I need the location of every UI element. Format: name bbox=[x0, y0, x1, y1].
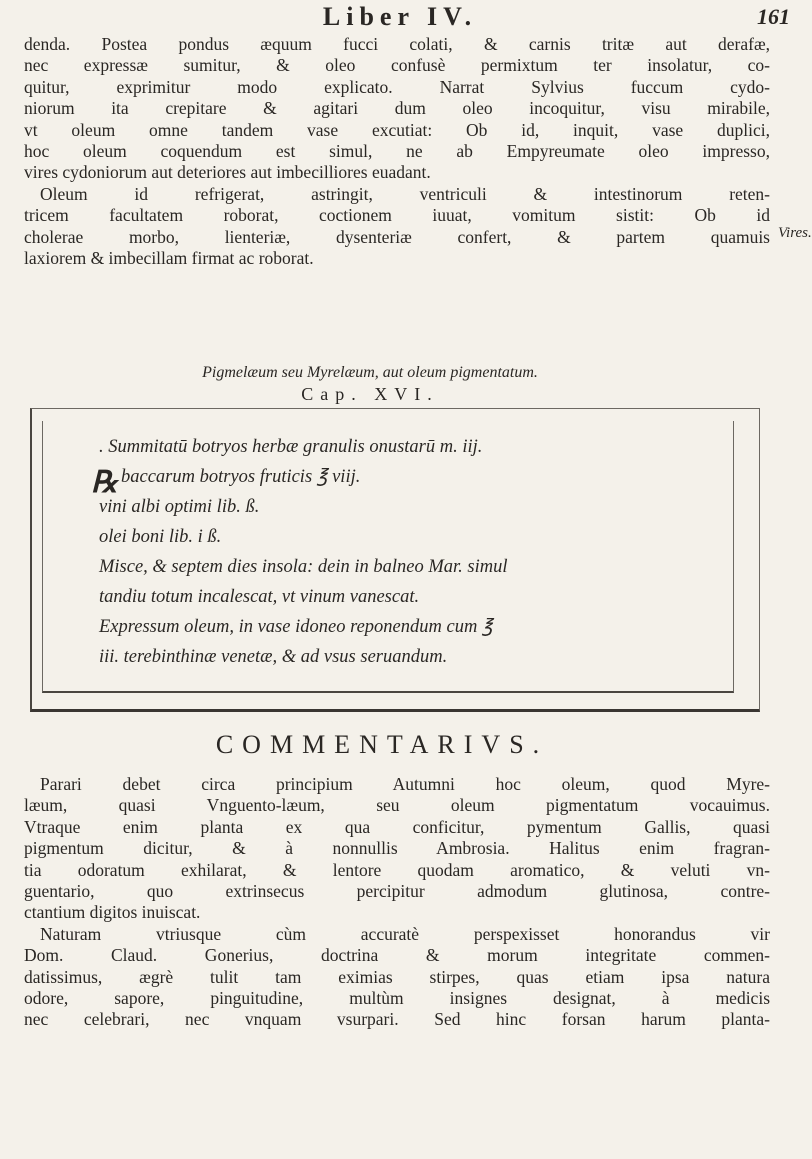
text-line: ctantium digitos inuiscat. bbox=[24, 902, 201, 923]
recipe-line: olei boni lib. i ß. bbox=[99, 527, 222, 547]
text-line: tia odoratum exhilarat, & lentore quodam aromatico, & veluti vn- bbox=[24, 859, 770, 880]
top-paragraph bbox=[24, 34, 770, 269]
recipe-line: vini albi optimi lib. ß. bbox=[99, 497, 260, 517]
text-line: cholerae morbo, lienteriæ, dysenteriæ confert, & partem quamuis bbox=[24, 226, 770, 247]
recipe-line: Misce, & septem dies insola: dein in balneo Mar. simul bbox=[99, 557, 508, 577]
commentary-title: COMMENTARIVS. bbox=[215, 730, 549, 759]
recipe-line: iii. terebinthinæ venetæ, & ad vsus seruandum. bbox=[99, 647, 448, 667]
recipe-symbol: ℞ bbox=[91, 466, 118, 499]
running-title: Liber IV. bbox=[322, 2, 478, 31]
text-line: laxiorem & imbecillam firmat ac roborat. bbox=[24, 247, 314, 268]
page-header bbox=[0, 2, 800, 32]
chapter-number: Cap. XVI. bbox=[301, 384, 439, 404]
margin-note: Vires. bbox=[778, 225, 812, 241]
text-line: quitur, exprimitur modo explicato. Narrat Sylvius fuccum cydo- bbox=[24, 76, 770, 97]
page-number: 161 bbox=[757, 4, 790, 29]
text-line: niorum ita crepitare & agitari dum oleo incoquitur, visu mirabile, bbox=[24, 98, 770, 119]
text-line: Oleum id refrigerat, astringit, ventriculi & intestinorum reten- bbox=[40, 183, 770, 204]
text-line: Parari debet circa principium Autumni hoc oleum, quod Myre- bbox=[40, 774, 770, 794]
text-line: nec celebrari, nec vnquam vsurpari. Sed hinc forsan harum planta- bbox=[24, 1009, 770, 1030]
recipe-box bbox=[30, 408, 760, 712]
text-line: vires cydoniorum aut deteriores aut imbecilliores euadant. bbox=[24, 162, 431, 183]
text-line: Naturam vtriusque cùm accuratè perspexisset honorandus vir bbox=[40, 923, 770, 944]
recipe-line: . Summitatū botryos herbæ granulis onustarū m. iij. bbox=[99, 437, 483, 457]
recipe-line: baccarum botryos fruticis ℥ viij. bbox=[121, 467, 361, 487]
text-line: odore, sapore, pinguitudine, multùm insignes designat, à medicis bbox=[24, 987, 770, 1008]
text-line: vt oleum omne tandem vase excutiat: Ob id, inquit, vase duplici, bbox=[24, 119, 770, 140]
chapter-subtitle: Pigmelæum seu Myrelæum, aut oleum pigmentatum. bbox=[202, 364, 538, 381]
text-line: datissimus, ægrè tulit tam eximias stirpes, quas etiam ipsa natura bbox=[24, 966, 770, 987]
text-line: pigmentum dicitur, & à nonnullis Ambrosia. Halitus enim fragran- bbox=[24, 838, 770, 859]
text-line: hoc oleum coquendum est simul, ne ab Empyreumate oleo impresso, bbox=[24, 140, 770, 161]
commentary-paragraph bbox=[24, 774, 770, 1031]
text-line: nec expressæ sumitur, & oleo confusè permixtum ter insolatur, co- bbox=[24, 55, 770, 76]
recipe-line: tandiu totum incalescat, vt vinum vanescat. bbox=[99, 587, 420, 607]
text-line: Dom. Claud. Gonerius, doctrina & morum integritate commen- bbox=[24, 945, 770, 966]
recipe-frame bbox=[42, 421, 734, 693]
text-line: Vtraque enim planta ex qua conficitur, pymentum Gallis, quasi bbox=[24, 816, 770, 837]
text-line: denda. Postea pondus æquum fucci colati, & carnis tritæ aut derafæ, bbox=[24, 34, 770, 54]
text-line: guentario, quo extrinsecus percipitur admodum glutinosa, contre- bbox=[24, 880, 770, 901]
text-line: læum, quasi Vnguento-læum, seu oleum pigmentatum vocauimus. bbox=[24, 795, 770, 816]
recipe-line: Expressum oleum, in vase idoneo reponendum cum ℥ bbox=[99, 617, 493, 637]
text-line: tricem facultatem roborat, coctionem iuuat, vomitum sistit: Ob id bbox=[24, 205, 770, 226]
